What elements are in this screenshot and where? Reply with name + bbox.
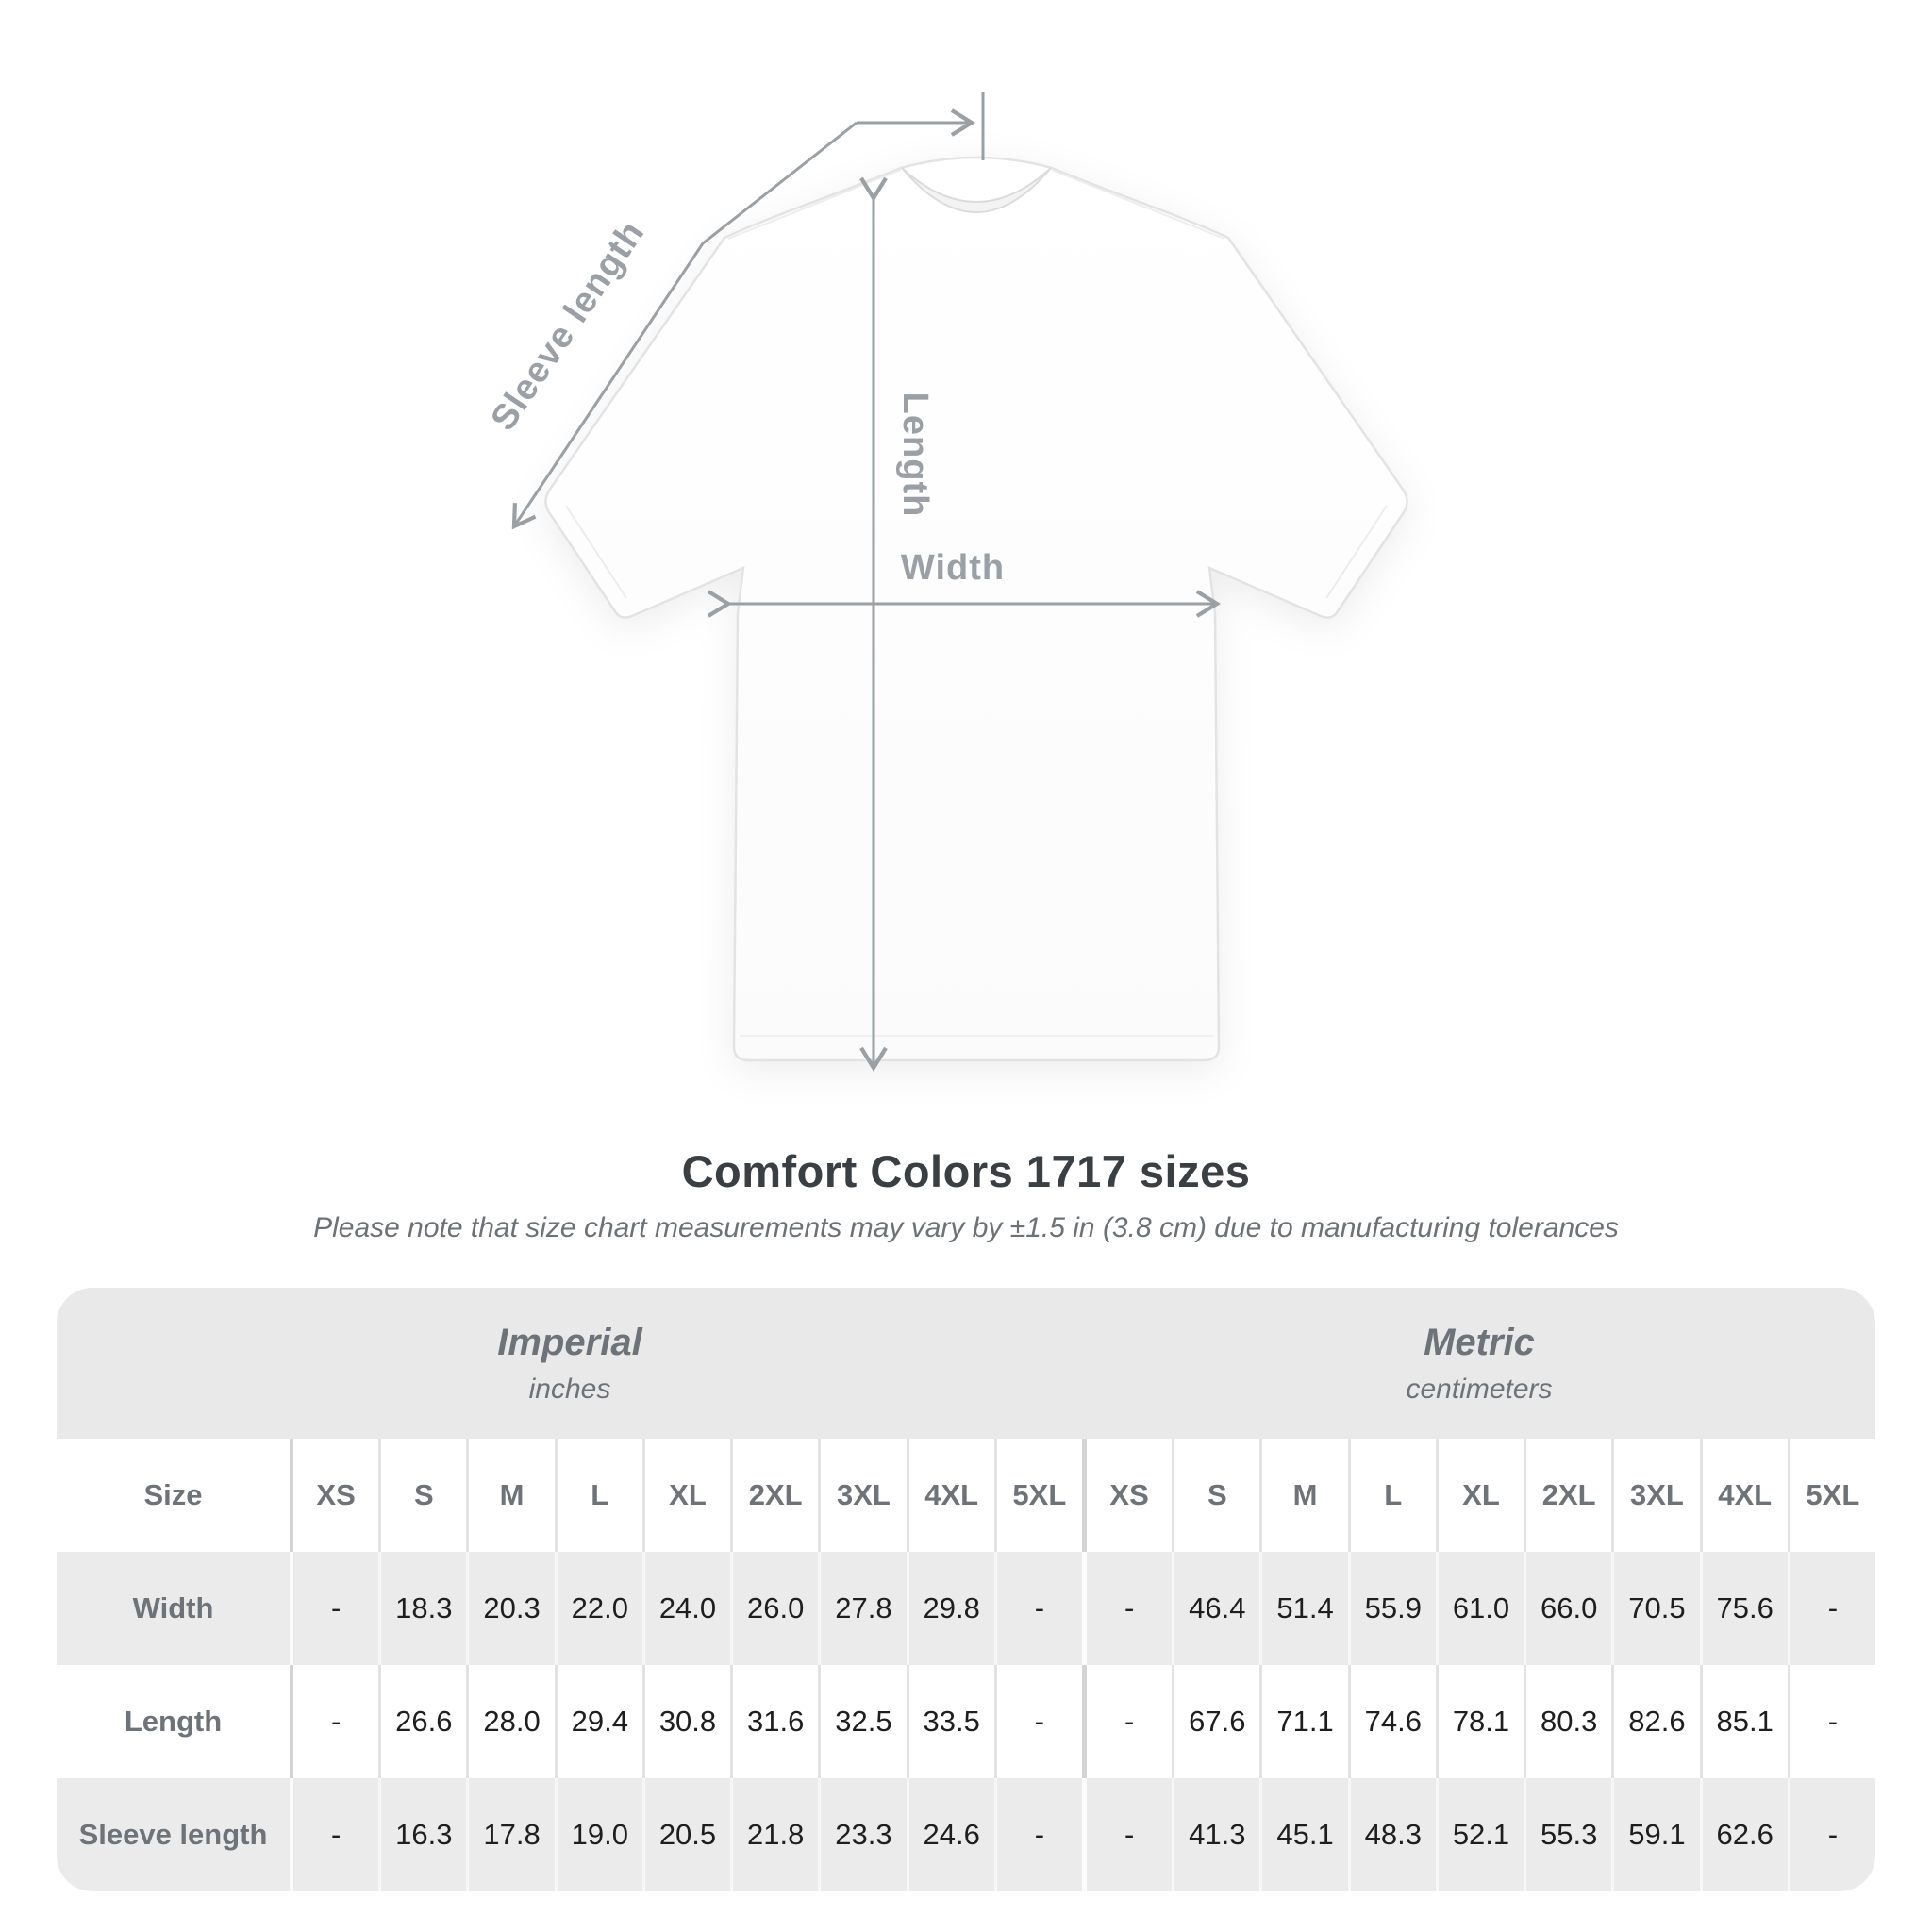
table-cell: 17.8 xyxy=(466,1778,554,1891)
table-cell: S xyxy=(1172,1439,1259,1552)
table-cell: 55.3 xyxy=(1524,1778,1611,1891)
table-cell: 24.6 xyxy=(907,1778,994,1891)
table-cell: L xyxy=(555,1439,642,1552)
table-cell: - xyxy=(994,1552,1082,1665)
table-cell: 85.1 xyxy=(1700,1665,1788,1778)
row-label: Sleeve length xyxy=(78,1818,268,1851)
tshirt-graphic xyxy=(545,158,1407,1060)
sleeve-imperial-values xyxy=(290,1778,1082,1891)
size-header-label: Size xyxy=(143,1478,203,1511)
table-cell: - xyxy=(330,1705,341,1738)
table-cell: 4XL xyxy=(907,1439,994,1552)
row-label: Width xyxy=(132,1591,214,1624)
table-cell: M xyxy=(1259,1439,1347,1552)
table-cell: S xyxy=(378,1439,466,1552)
table-cell: 48.3 xyxy=(1348,1778,1436,1891)
length-imperial-values xyxy=(290,1665,1082,1778)
table-cell: 61.0 xyxy=(1436,1552,1524,1665)
table-cell: 24.0 xyxy=(642,1552,730,1665)
table-cell: 33.5 xyxy=(907,1665,994,1778)
table-cell: - xyxy=(330,1818,341,1851)
metric-label: Metric xyxy=(1424,1321,1535,1363)
sleeve-metric-values xyxy=(1082,1778,1875,1891)
length-label: Length xyxy=(895,391,935,518)
table-cell: L xyxy=(1348,1439,1436,1552)
table-cell: 74.6 xyxy=(1348,1665,1436,1778)
unit-group-header-row xyxy=(57,1288,1875,1439)
width-imperial-values xyxy=(290,1552,1082,1665)
table-cell: 18.3 xyxy=(378,1552,466,1665)
table-cell: 27.8 xyxy=(818,1552,906,1665)
table-cell: 23.3 xyxy=(818,1778,906,1891)
table-cell: - xyxy=(994,1665,1082,1778)
page-title: Comfort Colors 1717 sizes xyxy=(681,1146,1251,1196)
table-cell: - xyxy=(1788,1665,1875,1778)
group-header-imperial xyxy=(57,1288,1083,1439)
table-cell: XL xyxy=(642,1439,730,1552)
table-cell: 32.5 xyxy=(818,1665,906,1778)
table-cell: 29.8 xyxy=(907,1552,994,1665)
table-cell: 55.9 xyxy=(1348,1552,1436,1665)
row-label: Length xyxy=(124,1705,223,1738)
table-cell: 26.0 xyxy=(730,1552,818,1665)
table-cell: 4XL xyxy=(1700,1439,1788,1552)
size-table xyxy=(57,1288,1875,1891)
table-cell: 3XL xyxy=(1611,1439,1699,1552)
table-cell: 28.0 xyxy=(466,1665,554,1778)
table-cell: 67.6 xyxy=(1172,1665,1259,1778)
metric-size-headers xyxy=(1082,1439,1875,1552)
table-cell: - xyxy=(1788,1778,1875,1891)
table-cell: 46.4 xyxy=(1172,1552,1259,1665)
table-cell: 75.6 xyxy=(1700,1552,1788,1665)
table-cell: 51.4 xyxy=(1259,1552,1347,1665)
table-row-sleeve-length xyxy=(57,1778,1875,1891)
table-cell: 19.0 xyxy=(555,1778,642,1891)
width-metric-values xyxy=(1082,1552,1875,1665)
table-cell: XS xyxy=(316,1478,356,1511)
table-cell: 20.5 xyxy=(642,1778,730,1891)
table-cell: - xyxy=(1124,1818,1135,1851)
table-cell: 5XL xyxy=(994,1439,1082,1552)
imperial-size-headers xyxy=(290,1439,1082,1552)
table-cell: 80.3 xyxy=(1524,1665,1611,1778)
table-cell: 52.1 xyxy=(1436,1778,1524,1891)
table-cell: 30.8 xyxy=(642,1665,730,1778)
table-cell: - xyxy=(330,1591,341,1624)
sleeve-length-label: Sleeve length xyxy=(483,213,653,438)
table-cell: 20.3 xyxy=(466,1552,554,1665)
table-row-length xyxy=(57,1665,1875,1778)
table-cell: 2XL xyxy=(1524,1439,1611,1552)
centimeters-label: centimeters xyxy=(1406,1373,1553,1405)
length-metric-values xyxy=(1082,1665,1875,1778)
table-cell: - xyxy=(1124,1591,1135,1624)
table-row-width xyxy=(57,1552,1875,1665)
table-cell: 71.1 xyxy=(1259,1665,1347,1778)
table-cell: 5XL xyxy=(1788,1439,1875,1552)
table-cell: 16.3 xyxy=(378,1778,466,1891)
table-cell: - xyxy=(1124,1705,1135,1738)
table-cell: 82.6 xyxy=(1611,1665,1699,1778)
table-cell: 70.5 xyxy=(1611,1552,1699,1665)
group-header-metric xyxy=(1083,1288,1875,1439)
width-label: Width xyxy=(900,548,1006,588)
table-cell: XL xyxy=(1436,1439,1524,1552)
table-cell: 59.1 xyxy=(1611,1778,1699,1891)
page-subtitle: Please note that size chart measurements may vary by ±1.5 in (3.8 cm) due to manufacturing tolerances xyxy=(313,1212,1619,1243)
table-cell: M xyxy=(466,1439,554,1552)
table-cell: - xyxy=(1788,1552,1875,1665)
size-header-row xyxy=(57,1439,1875,1552)
table-cell: 62.6 xyxy=(1700,1778,1788,1891)
inches-label: inches xyxy=(528,1373,611,1405)
table-cell: 26.6 xyxy=(378,1665,466,1778)
table-cell: 2XL xyxy=(730,1439,818,1552)
table-cell: XS xyxy=(1109,1478,1149,1511)
table-cell: 3XL xyxy=(818,1439,906,1552)
table-cell: 21.8 xyxy=(730,1778,818,1891)
table-cell: 22.0 xyxy=(555,1552,642,1665)
table-cell: 45.1 xyxy=(1259,1778,1347,1891)
table-cell: - xyxy=(994,1778,1082,1891)
table-cell: 78.1 xyxy=(1436,1665,1524,1778)
imperial-label: Imperial xyxy=(497,1321,642,1363)
table-cell: 66.0 xyxy=(1524,1552,1611,1665)
table-cell: 31.6 xyxy=(730,1665,818,1778)
table-cell: 29.4 xyxy=(555,1665,642,1778)
table-cell: 41.3 xyxy=(1172,1778,1259,1891)
